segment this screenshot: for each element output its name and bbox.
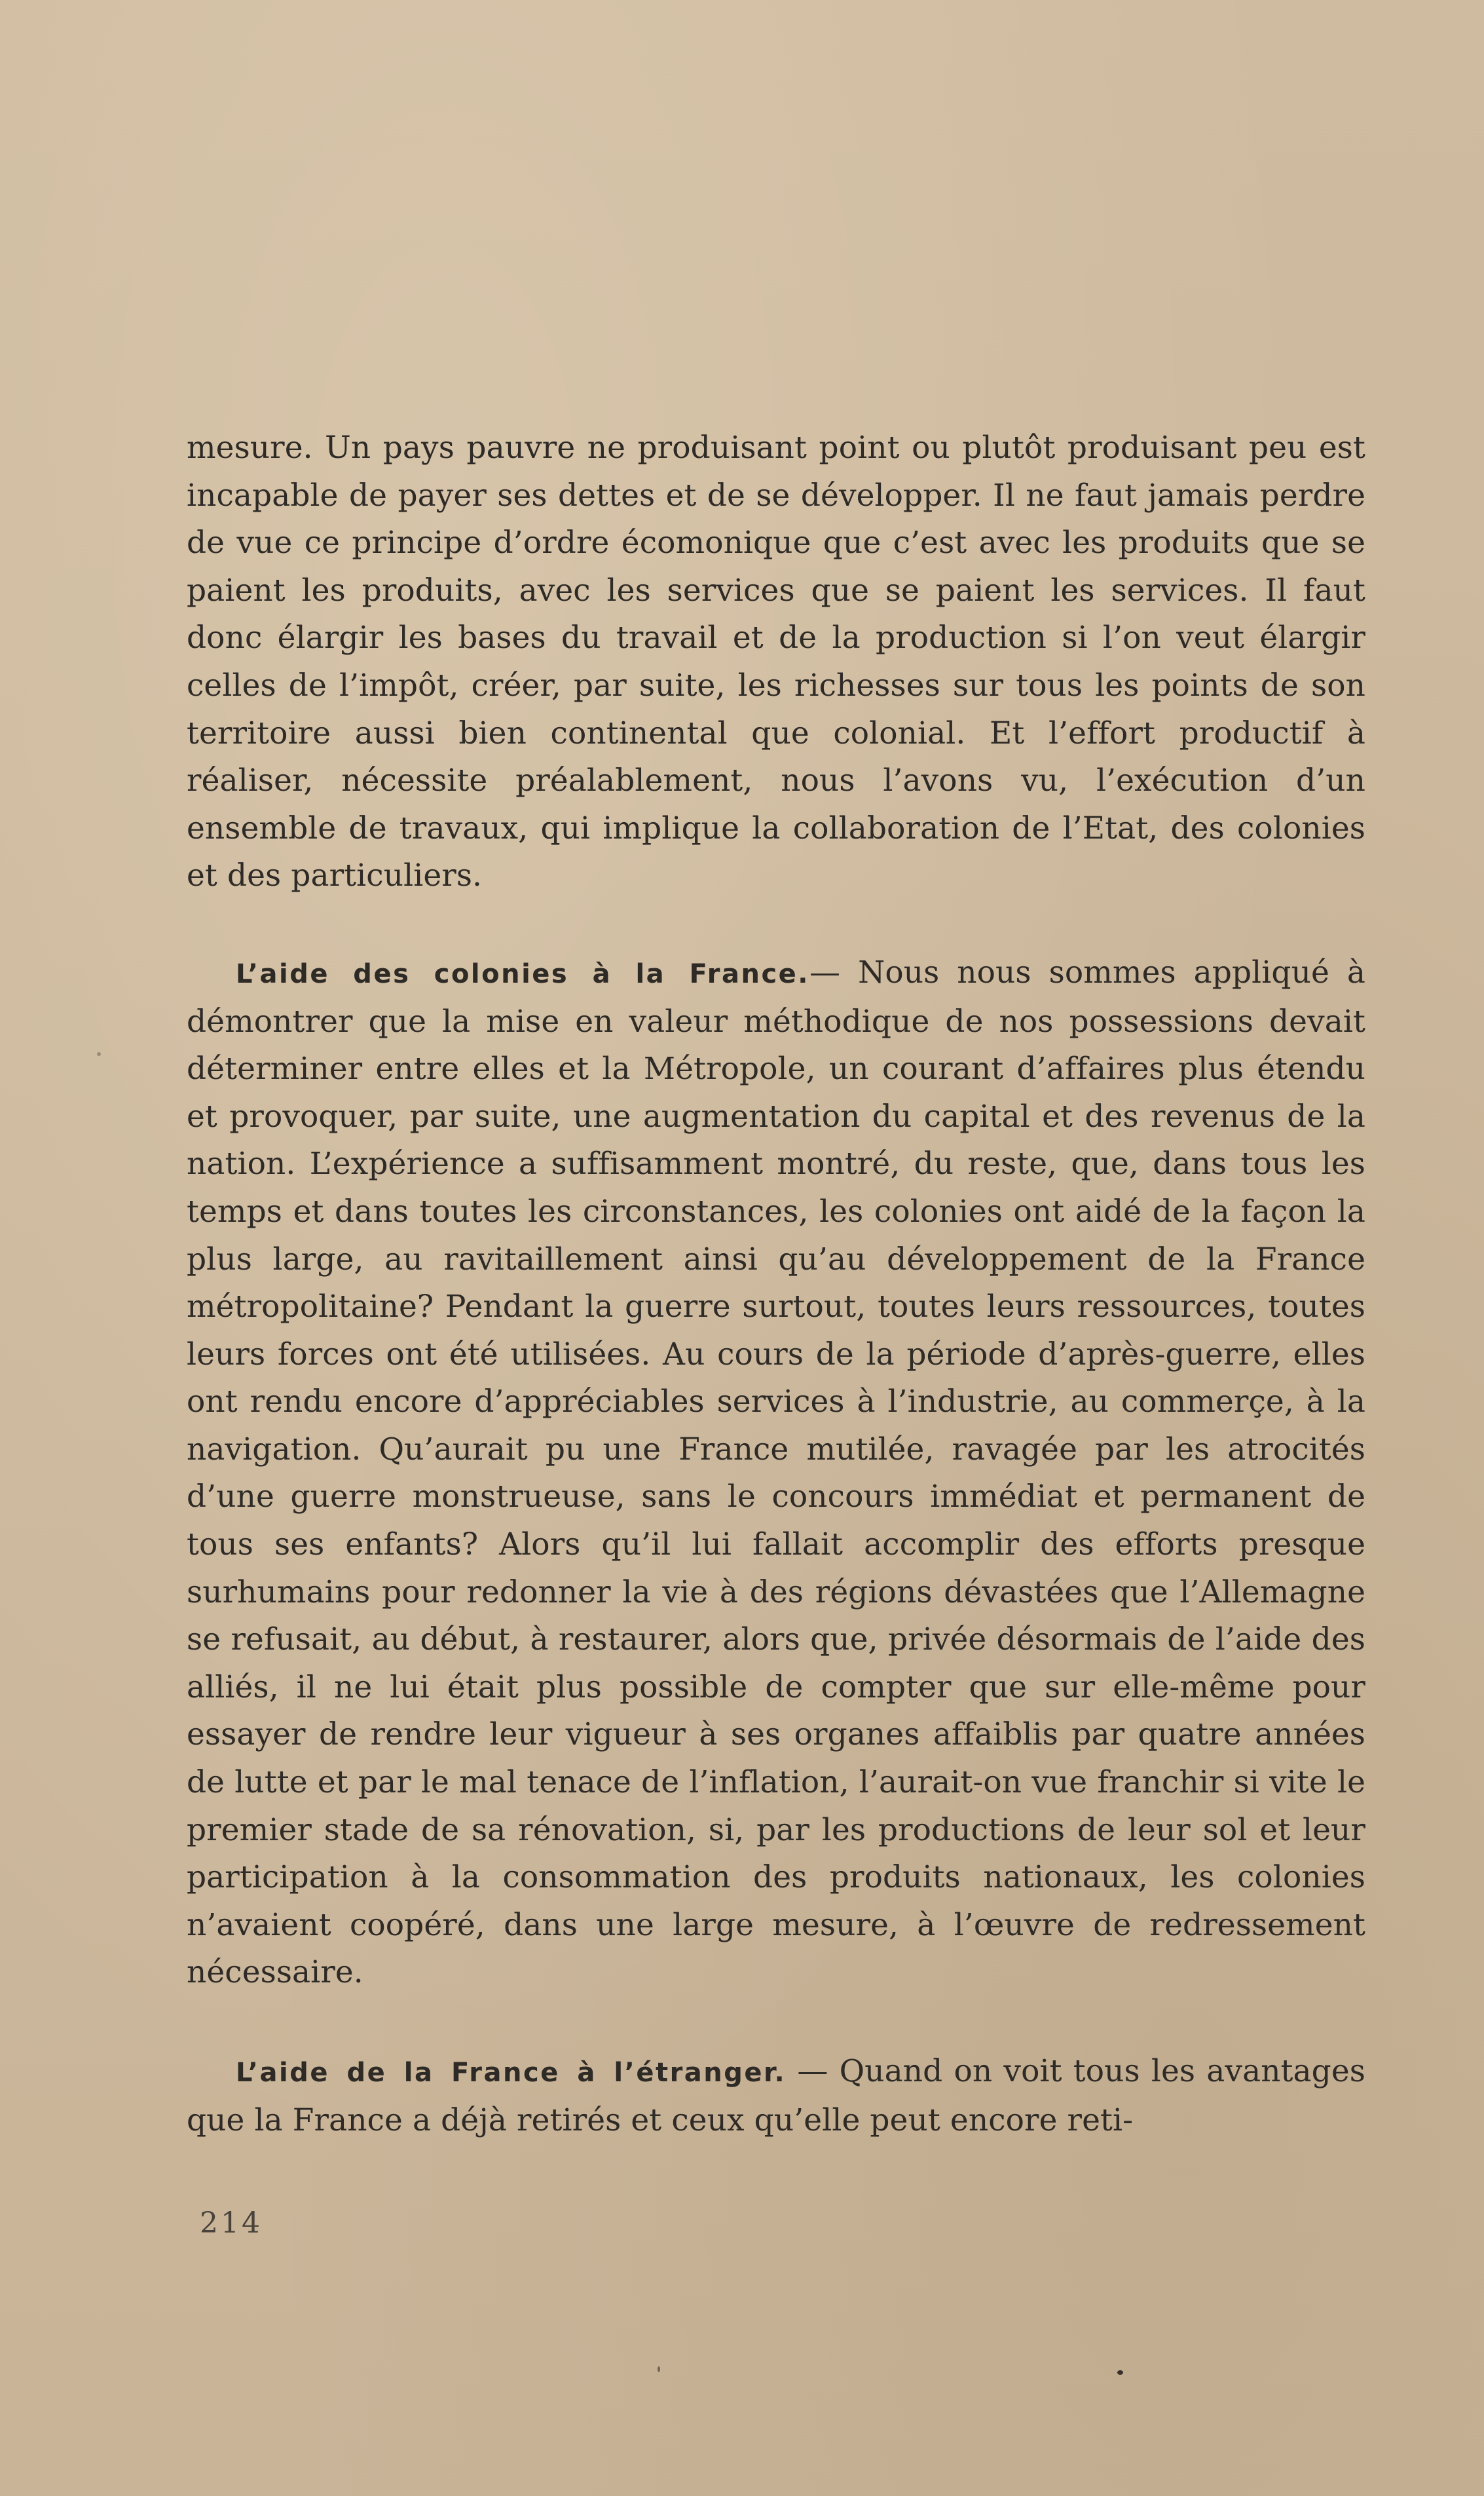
section-heading-colonies: L’aide des colonies à la France. [236, 958, 810, 989]
paragraph-colonies-text: Nous nous sommes appliqué à démontrer que la mise en valeur méthodique de nos possessions devait déterminer entre elles et la Métropole, un courant d’affaires plus étendu et provoquer, par suite, une augmentation du capital et des revenus de la nation. L’expérience a suffisamment montré, du reste, que, dans tous les temps et dans toutes les circonstances, les colonies ont aidé de la façon la plus large, au ravitaillement ainsi qu’au développement de la France métropolitaine? Pendant la guerre surtout, toutes leurs ressources, toutes leurs forces ont été utilisées. Au cours de la période d’après-guerre, elles ont rendu encore d’appréciables services à l’industrie, au commerçe, à la navigation. Qu’aurait pu une France mutilée, ravagée par les atrocités d’une guerre monstrueuse, sans le concours immédiat et permanent de tous ses enfants? Alors qu’il lui fallait accomplir des efforts presque surhumains pour redonner la vie à des régions dévastées que l’Allemagne se refusait, au début, à restaurer, alors que, privée désormais de l’aide des alliés, il ne lui était plus possible de compter que sur elle-même pour essayer de rendre leur vigueur à ses organes affaiblis par quatre années de lutte et par le mal tenace de l’inflation, l’aurait-on vue franchir si vite le premier stade de sa rénovation, si, par les productions de leur sol et leur participation à la consommation des produits nationaux, les colonies n’avaient coopéré, dans une large mesure, à l’œuvre de redressement nécessaire. [187, 954, 1365, 1991]
heading-dash: — [797, 2053, 828, 2089]
heading-dash: — [809, 954, 841, 991]
paper-speck [1117, 2370, 1123, 2375]
paragraph-intro: mesure. Un pays pauvre ne produisant point ou plutôt produisant peu est incapable de payer ses dettes et de se développer. Il ne faut jamais perdre de vue ce principe d’ordre écomonique que c’est avec les produits que se paient les produits, avec les services que se paient les services. Il faut donc élargir les bases du travail et de la production si l’on veut élargir celles de l’impôt, créer, par suite, les richesses sur tous les points de son territoire aussi bien continental que colonial. Et l’effort productif à réaliser, nécessite préalablement, nous l’avons vu, l’exécution d’un ensemble de travaux, qui implique la collaboration de l’Etat, des colonies et des particuliers. [187, 430, 1365, 894]
paper-speck [658, 2366, 660, 2372]
section-heading-etranger: L’aide de la France à l’étranger. [236, 2058, 787, 2088]
paragraph-etranger [187, 2048, 1365, 2144]
body-text [187, 425, 1365, 2144]
page-number: 214 [200, 2206, 263, 2240]
paragraph-colonies [187, 949, 1365, 1997]
paragraph-etranger-text: Quand on voit tous les avantages que la France a déjà retirés et ceux qu’elle peut encore reti- [187, 2053, 1365, 2138]
paper-speck [97, 1052, 101, 1056]
